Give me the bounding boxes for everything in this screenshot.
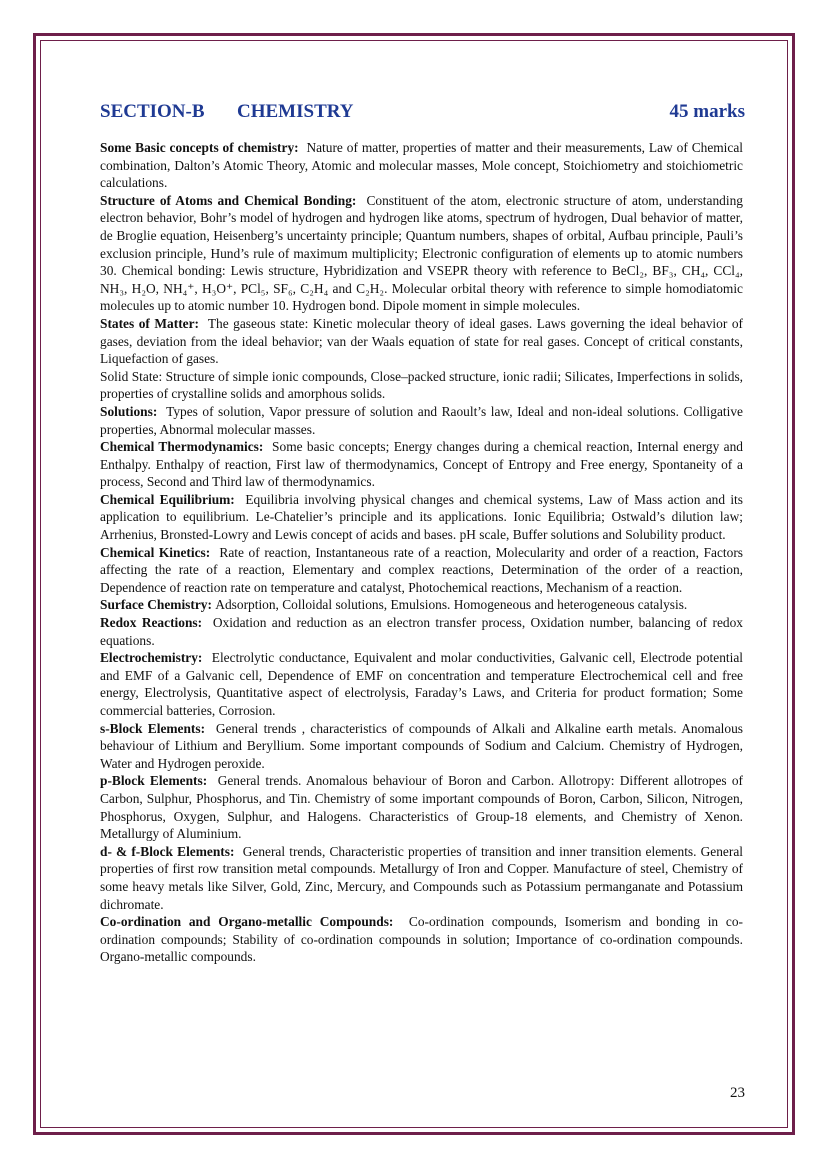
topic-title: Structure of Atoms and Chemical Bonding:	[100, 192, 357, 208]
marks-label: 45 marks	[669, 101, 745, 122]
topic-paragraph	[100, 544, 743, 597]
topic-text: Types of solution, Vapor pressure of solution and Raoult’s law, Ideal and non-ideal solutions. Colligative properties, Abnormal molecular masses.	[100, 403, 743, 437]
topic-paragraph	[100, 772, 743, 842]
topic-paragraph	[100, 315, 743, 368]
topic-paragraph	[100, 139, 743, 192]
topic-title: Solutions:	[100, 403, 158, 419]
topic-paragraph	[100, 913, 743, 966]
topic-text: The gaseous state: Kinetic molecular theory of ideal gases. Laws governing the ideal behavior of gases, deviation from the ideal behavior; van der Waals equation of state for real gases. Concept of critical constants, Liquefaction of gases.	[100, 315, 743, 367]
topic-paragraph	[100, 368, 743, 403]
topic-title: Surface Chemistry:	[100, 597, 212, 613]
topic-text: Constituent of the atom, electronic structure of atom, understanding electron behavior, Bohr’s model of hydrogen and hydrogen like atoms, spectrum of hydrogen, Dual behavior of matter, de Broglie equation, Heisenberg’s uncertainty principle; Quantum numbers, shapes of orbital, Aufbau principle, Pauli’s exclusion principle, Hund’s rule of maximum multiplicity; Electronic configuration of elements up to atomic numbers 30. Chemical bonding: Lewis structure, Hybridization and VSEPR theory with reference to BeCl₂, BF₃, CH₄, CCl₄, NH₃, H₂O, NH₄⁺, H₃O⁺, PCl₅, SF₆, C₂H₄ and C₂H₂. Molecular orbital theory with reference to simple homodiatomic molecules up to atomic number 10. Hydrogen bond. Dipole moment in simple molecules.	[100, 192, 743, 314]
topic-paragraph	[100, 649, 743, 719]
topic-text: Some basic concepts; Energy changes during a chemical reaction, Internal energy and Enthalpy. Enthalpy of reaction, First law of thermodynamics, Concept of Entropy and Free energy, Spontaneity of a process, Second and Third law of thermodynamics.	[100, 439, 744, 490]
topic-paragraph	[100, 596, 743, 614]
subject-title: CHEMISTRY	[237, 101, 354, 122]
topic-title: s-Block Elements:	[100, 720, 206, 736]
topic-title: Chemical Thermodynamics:	[100, 439, 264, 455]
topic-text: Nature of matter, properties of matter and their measurements, Law of Chemical combination, Dalton’s Atomic Theory, Atomic and molecular masses, Mole concept, Stoichiometry and stoichiometric calculations.	[100, 140, 744, 191]
topic-text: Co-ordination compounds, Isomerism and bonding in co-ordination compounds; Stability of co-ordination compounds in solution; Importance of co-ordination compounds. Organo-metallic compounds.	[100, 914, 743, 965]
topic-text: General trends. Anomalous behaviour of Boron and Carbon. Allotropy: Different allotropes of Carbon, Sulphur, Phosphorus, and Tin. Chemistry of some important compounds of Boron, Carbon, Silicon, Nitrogen, Phosphorus, Oxygen, Sulphur, and Halogens. Characteristics of Group-18 elements, and Chemistry of Xenon. Metallurgy of Aluminium.	[100, 773, 744, 842]
topic-paragraph	[100, 403, 743, 438]
section-label: SECTION-B	[100, 101, 205, 122]
topic-title: Co-ordination and Organo-metallic Compounds:	[100, 914, 394, 930]
topic-title: Chemical Equilibrium:	[100, 491, 235, 507]
topic-text: Oxidation and reduction as an electron transfer process, Oxidation number, balancing of redox equations.	[100, 615, 743, 648]
topic-text: Adsorption, Colloidal solutions, Emulsions. Homogeneous and heterogeneous catalysis.	[215, 597, 688, 613]
topic-text: General trends, Characteristic properties of transition and inner transition elements. General properties of first row transition metal compounds. Metallurgy of Iron and Copper. Manufacture of steel, Chemistry of some heavy metals like Silver, Gold, Zinc, Mercury, and Compounds such as Potassium permanganate and Potassium dichromate.	[100, 843, 743, 912]
topic-text: Equilibria involving physical changes and chemical systems, Law of Mass action and its application to equilibrium. Le-Chatelier’s principle and its applications. Ionic Equilibria; Ostwald’s dilution law; Arrhenius, Bronsted-Lowry and Lewis concept of acids and bases. pH scale, Buffer solutions and Solubility product.	[100, 491, 743, 543]
topic-text: Rate of reaction, Instantaneous rate of a reaction, Molecularity and order of a reaction, Factors affecting the rate of a reaction, Elementary and complex reactions, Determination of the order of a reaction, Dependence of reaction rate on temperature and catalyst, Photochemical reactions, Mechanism of a reaction.	[100, 544, 743, 595]
topic-title: d- & f-Block Elements:	[100, 843, 235, 859]
topic-title: Redox Reactions:	[100, 615, 203, 631]
topic-title: Chemical Kinetics:	[100, 544, 211, 560]
syllabus-content	[100, 139, 743, 966]
topic-paragraph	[100, 491, 743, 544]
topic-title: States of Matter:	[100, 315, 200, 331]
topic-paragraph	[100, 192, 743, 315]
topic-paragraph	[100, 614, 743, 649]
topic-title: Electrochemistry:	[100, 650, 203, 666]
topic-title: p-Block Elements:	[100, 773, 208, 789]
topic-paragraph	[100, 843, 743, 913]
topic-text: Solid State: Structure of simple ionic compounds, Close–packed structure, ionic radii; Silicates, Imperfections in solids, properties of crystalline solids and amorphous solids.	[100, 368, 743, 402]
topic-text: Electrolytic conductance, Equivalent and molar conductivities, Galvanic cell, Electrode potential and EMF of a Galvanic cell, Dependence of EMF on concentration and temperature Electrochemical cell and free energy, Electrolysis, Quantitative aspect of electrolysis, Faraday’s Laws, and Criteria for product formation; Some commercial batteries, Corrosion.	[100, 650, 743, 718]
page-number: 23	[730, 1085, 745, 1101]
topic-text: General trends , characteristics of compounds of Alkali and Alkaline earth metals. Anomalous behaviour of Lithium and Beryllium. Some important compounds of Sodium and Calcium. Chemistry of Hydrogen, Water and Hydrogen peroxide.	[100, 720, 743, 771]
topic-paragraph	[100, 438, 743, 491]
topic-title: Some Basic concepts of chemistry:	[100, 140, 299, 155]
topic-paragraph	[100, 720, 743, 773]
